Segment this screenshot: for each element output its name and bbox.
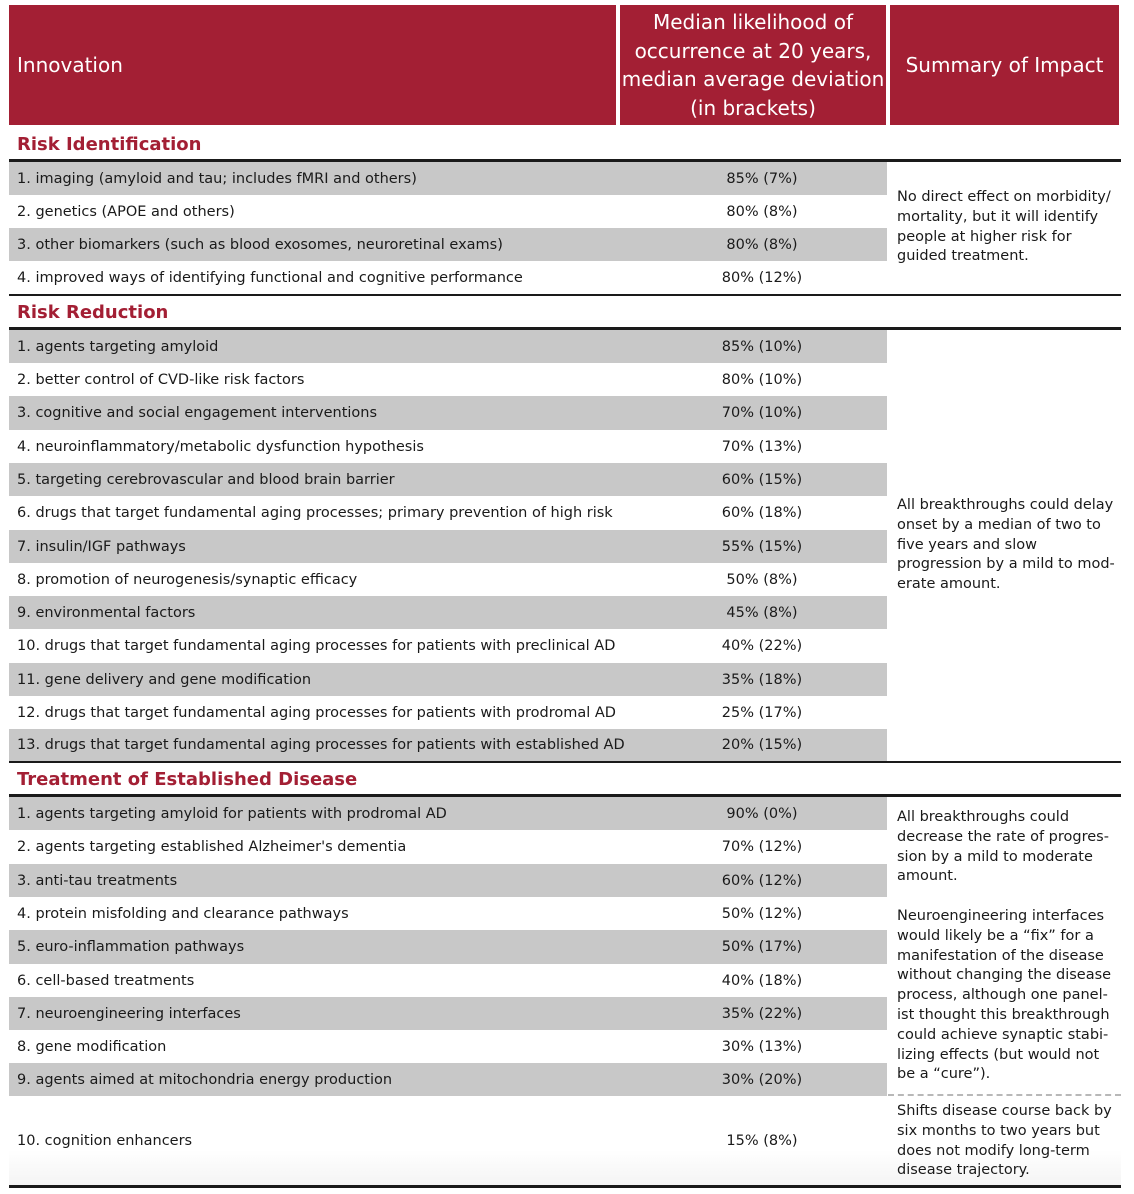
table-row — [9, 228, 887, 261]
row-innovation: 3. other biomarkers (such as blood exosomes, neuroretinal exams) — [17, 236, 503, 253]
row-likelihood: 40% (22%) — [721, 638, 803, 654]
table-row — [9, 997, 887, 1030]
row-innovation: 3. cognitive and social engagement interventions — [17, 405, 378, 421]
header-summary-of-impact — [890, 5, 1119, 125]
row-likelihood: 60% (18%) — [721, 505, 803, 521]
summary-treatment-2: Neuroengineering interfaces would likely be a “fix” for a manifestation of the disease without changing the disease process, although one panel-ist thought this breakthrough could achieve synaptic stabi-lizing effects (but would not be a “cure”). — [897, 908, 1112, 1083]
summary-risk-reduction: All breakthroughs could delay onset by a median of two to five years and slow progression by a mild to mod-erate amount. — [897, 497, 1115, 593]
row-likelihood: 40% (18%) — [721, 972, 803, 989]
row-innovation: 4. protein misfolding and clearance pathways — [17, 905, 349, 922]
section-title-treatment: Treatment of Established Disease — [17, 769, 358, 790]
table-row — [9, 964, 887, 997]
row-innovation: 12. drugs that target fundamental aging processes for patients with prodromal AD — [17, 704, 616, 721]
row-innovation: 13. drugs that target fundamental aging processes for patients with established AD — [17, 737, 625, 753]
table-row — [9, 363, 887, 396]
table-row — [9, 396, 887, 430]
row-innovation: 10. drugs that target fundamental aging processes for patients with preclinical AD — [17, 638, 616, 654]
section-title-risk-identification: Risk Identification — [17, 134, 202, 155]
table-row — [9, 261, 887, 294]
row-innovation: 2. better control of CVD-like risk factors — [17, 371, 305, 388]
row-innovation: 2. agents targeting established Alzheimer's dementia — [17, 839, 407, 855]
row-likelihood: 30% (13%) — [721, 1038, 803, 1055]
header-median-label: Median likelihood of occurrence at 20 years, median average deviation (in brackets) — [621, 10, 885, 120]
row-innovation: 1. imaging (amyloid and tau; includes fMRI and others) — [17, 170, 417, 187]
section-bottom-rule — [9, 761, 1121, 763]
summary-divider — [888, 1094, 1121, 1096]
table-row — [9, 663, 887, 696]
row-likelihood: 35% (18%) — [721, 671, 803, 688]
table-row — [9, 1030, 887, 1063]
table-row — [9, 1063, 887, 1096]
row-likelihood: 80% (8%) — [726, 236, 798, 253]
table-row — [9, 195, 887, 228]
row-likelihood: 35% (22%) — [721, 1005, 803, 1022]
table-row — [9, 330, 887, 363]
table-row — [9, 629, 887, 663]
row-innovation: 10. cognition enhancers — [17, 1133, 193, 1149]
row-likelihood: 85% (10%) — [721, 338, 803, 355]
row-innovation: 7. insulin/IGF pathways — [17, 538, 186, 555]
row-innovation: 8. gene modification — [17, 1038, 167, 1055]
row-innovation: 6. cell-based treatments — [17, 972, 195, 989]
row-innovation: 1. agents targeting amyloid for patients with prodromal AD — [17, 805, 447, 822]
row-innovation: 7. neuroengineering interfaces — [17, 1005, 241, 1022]
row-innovation: 3. anti-tau treatments — [17, 872, 178, 889]
row-likelihood: 45% (8%) — [726, 604, 798, 621]
row-innovation: 8. promotion of neurogenesis/synaptic efficacy — [17, 571, 358, 588]
table-row — [9, 1096, 887, 1186]
table-row — [9, 430, 887, 463]
row-innovation: 4. improved ways of identifying functional and cognitive performance — [17, 269, 523, 286]
row-likelihood: 80% (10%) — [721, 371, 803, 388]
section-bottom-rule — [9, 294, 1121, 296]
table-row — [9, 530, 887, 563]
table-row — [9, 162, 887, 195]
row-innovation: 6. drugs that target fundamental aging processes; primary prevention of high risk — [17, 505, 613, 521]
table-row — [9, 797, 887, 830]
table-row — [9, 930, 887, 964]
row-likelihood: 50% (8%) — [726, 571, 798, 588]
row-likelihood: 80% (12%) — [721, 269, 803, 286]
table-row — [9, 729, 887, 761]
row-innovation: 1. agents targeting amyloid — [17, 338, 219, 355]
table-bottom-rule — [9, 1185, 1121, 1188]
row-likelihood: 70% (13%) — [721, 438, 803, 455]
row-likelihood: 15% (8%) — [726, 1133, 798, 1149]
row-likelihood: 70% (12%) — [721, 839, 803, 855]
row-likelihood: 20% (15%) — [721, 737, 803, 753]
header-innovation — [9, 5, 616, 125]
summary-treatment-1: All breakthroughs could decrease the rate of progres-sion by a mild to moderate amount. — [897, 809, 1109, 885]
table-row — [9, 696, 887, 729]
header-summary-label: Summary of Impact — [905, 53, 1104, 77]
row-likelihood: 30% (20%) — [721, 1071, 803, 1088]
table-row — [9, 563, 887, 596]
row-innovation: 4. neuroinflammatory/metabolic dysfunction hypothesis — [17, 438, 424, 455]
table-row — [9, 897, 887, 930]
row-likelihood: 50% (17%) — [721, 939, 803, 955]
section-title-risk-reduction: Risk Reduction — [17, 302, 169, 323]
row-likelihood: 60% (15%) — [721, 471, 803, 488]
summary-treatment-3: Shifts disease course back by six months to two years but does not modify long-term disease trajectory. — [897, 1103, 1112, 1179]
row-innovation: 11. gene delivery and gene modification — [17, 671, 312, 688]
row-likelihood: 90% (0%) — [726, 805, 798, 822]
row-likelihood: 50% (12%) — [721, 905, 803, 922]
summary-risk-identification: No direct effect on morbidity/ mortality, but it will identify people at higher risk for guided treatment. — [897, 189, 1111, 265]
table-row — [9, 496, 887, 530]
table-row — [9, 830, 887, 864]
row-likelihood: 60% (12%) — [721, 872, 803, 889]
row-innovation: 5. euro-inflammation pathways — [17, 939, 245, 955]
row-likelihood: 25% (17%) — [721, 704, 803, 721]
row-likelihood: 55% (15%) — [721, 538, 803, 555]
header-innovation-label: Innovation — [17, 53, 123, 77]
row-innovation: 9. environmental factors — [17, 604, 196, 621]
row-innovation: 5. targeting cerebrovascular and blood brain barrier — [17, 471, 395, 488]
row-likelihood: 80% (8%) — [726, 203, 798, 220]
row-likelihood: 85% (7%) — [726, 170, 798, 187]
table-row — [9, 864, 887, 897]
table-row — [9, 463, 887, 496]
table-row — [9, 596, 887, 629]
row-likelihood: 70% (10%) — [721, 405, 803, 421]
row-innovation: 2. genetics (APOE and others) — [17, 203, 235, 220]
row-innovation: 9. agents aimed at mitochondria energy production — [17, 1071, 393, 1088]
header-median-likelihood — [620, 5, 886, 125]
